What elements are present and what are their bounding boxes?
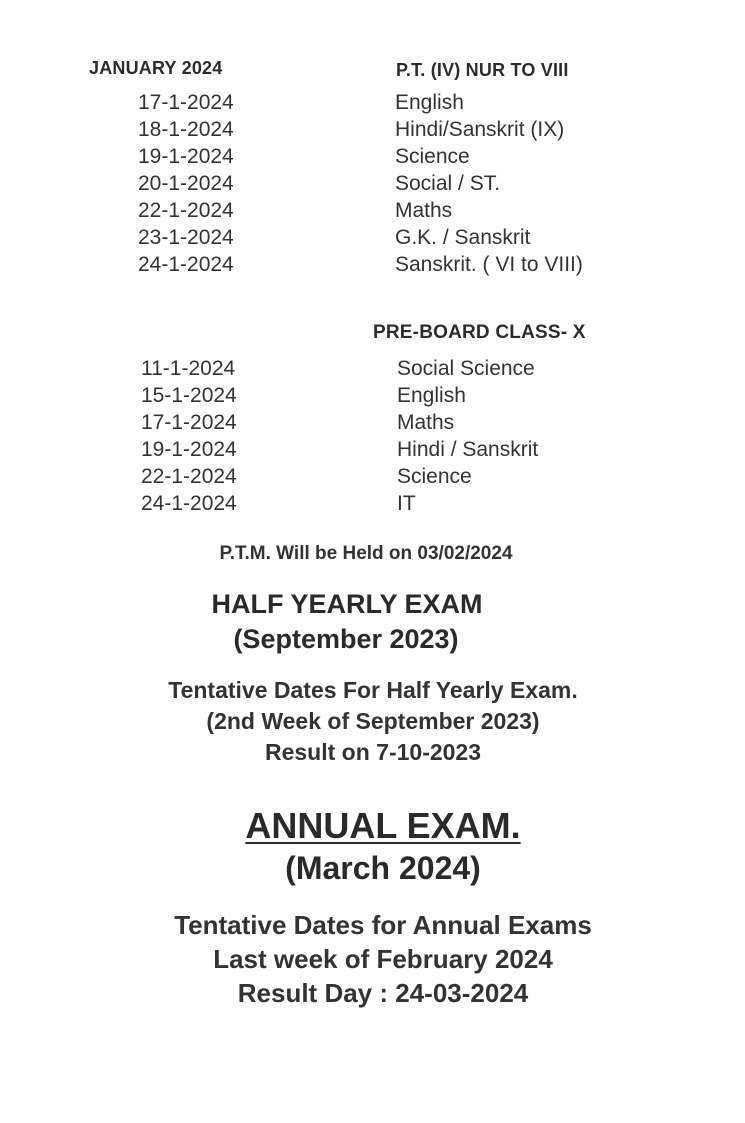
pt-subjects-list: [395, 89, 583, 278]
pt-subject: G.K. / Sanskrit: [395, 226, 531, 249]
pt-date: 18-1-2024: [138, 118, 234, 141]
preboard-date: 17-1-2024: [141, 411, 237, 434]
preboard-date: 11-1-2024: [141, 357, 236, 380]
preboard-header: PRE-BOARD CLASS- X: [373, 322, 586, 343]
pt-subject: Social / ST.: [395, 172, 501, 195]
half-yearly-title: HALF YEARLY EXAM: [211, 589, 483, 619]
preboard-subject: Maths: [397, 411, 455, 434]
annual-title: ANNUAL EXAM.: [245, 805, 521, 846]
pt-subject: English: [395, 91, 464, 114]
pt-date: 23-1-2024: [138, 226, 234, 249]
half-yearly-line: Result on 7-10-2023: [264, 739, 482, 765]
half-yearly-line: (2nd Week of September 2023): [206, 708, 540, 734]
annual-line: Tentative Dates for Annual Exams: [174, 910, 592, 940]
pt-date: 22-1-2024: [138, 199, 234, 222]
half-yearly-line: Tentative Dates For Half Yearly Exam.: [168, 677, 578, 703]
preboard-subjects-list: [397, 355, 538, 517]
preboard-subject: IT: [397, 492, 416, 515]
preboard-dates-list: [141, 355, 237, 517]
annual-period: (March 2024): [285, 850, 481, 886]
half-yearly-period: (September 2023): [233, 624, 459, 654]
pt-subject: Maths: [395, 199, 453, 222]
preboard-date: 24-1-2024: [141, 492, 237, 515]
preboard-subject: Social Science: [397, 357, 535, 380]
pt-date: 17-1-2024: [138, 91, 234, 114]
pt-subject: Sanskrit. ( VI to VIII): [395, 253, 583, 276]
ptm-notice: P.T.M. Will be Held on 03/02/2024: [219, 543, 513, 564]
preboard-date: 22-1-2024: [141, 465, 237, 488]
pt-dates-list: [138, 89, 234, 278]
month-header: JANUARY 2024: [89, 58, 223, 78]
preboard-subject: English: [397, 384, 466, 407]
pt-subject: Science: [395, 145, 470, 168]
pt-date: 24-1-2024: [138, 253, 234, 276]
pt-exam-header: P.T. (IV) NUR TO VIII: [396, 60, 569, 80]
annual-line: Last week of February 2024: [213, 944, 553, 974]
preboard-subject: Hindi / Sanskrit: [397, 438, 539, 461]
preboard-date: 19-1-2024: [141, 438, 237, 461]
pt-date: 19-1-2024: [138, 145, 234, 168]
pt-subject: Hindi/Sanskrit (IX): [395, 118, 565, 141]
preboard-subject: Science: [397, 465, 472, 488]
pt-date: 20-1-2024: [138, 172, 234, 195]
annual-line: Result Day : 24-03-2024: [237, 978, 529, 1008]
preboard-date: 15-1-2024: [141, 384, 237, 407]
